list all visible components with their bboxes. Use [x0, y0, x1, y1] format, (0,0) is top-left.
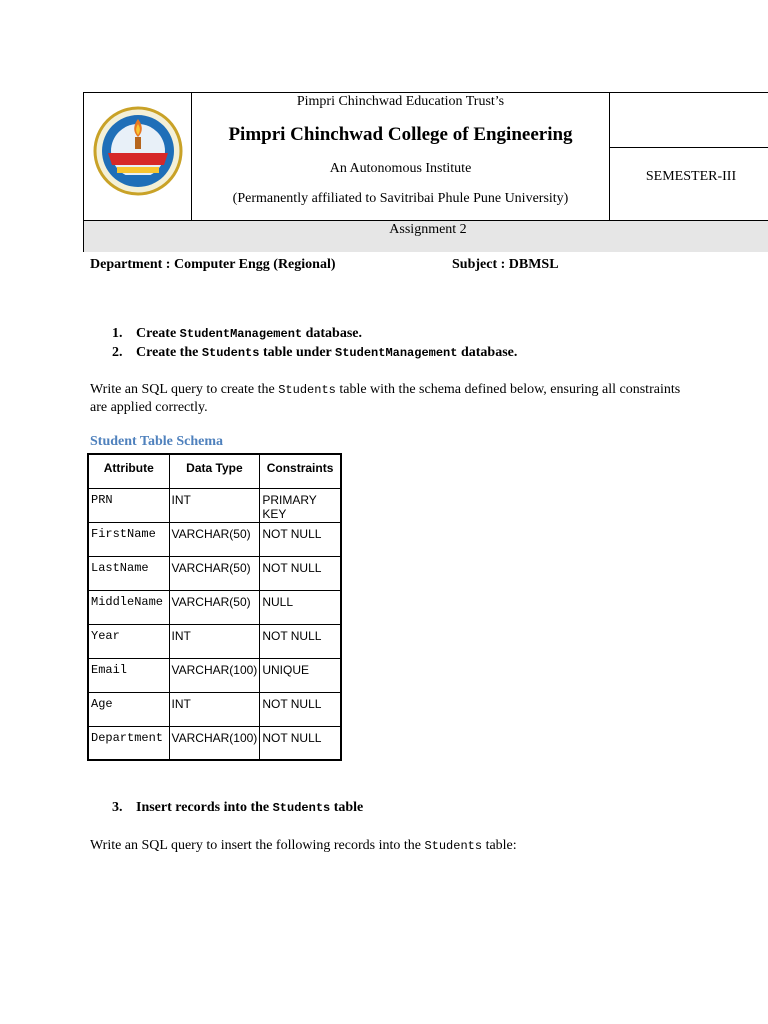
task-text: database. — [457, 345, 518, 360]
datatype-cell: VARCHAR(100) — [169, 726, 260, 760]
attribute-cell: Email — [88, 658, 169, 692]
task-text: database. — [302, 326, 362, 341]
task-item-1 — [112, 326, 517, 345]
create-table-instruction — [90, 381, 690, 416]
schema-heading: Student Table Schema — [90, 434, 224, 449]
constraint-cell: NULL — [260, 590, 341, 624]
college-name: Pimpri Chinchwad College of Engineering — [228, 124, 573, 145]
attribute-cell: MiddleName — [88, 590, 169, 624]
datatype-cell: VARCHAR(50) — [169, 522, 260, 556]
attribute-cell: Year — [88, 624, 169, 658]
task-text: table — [330, 800, 364, 815]
constraint-cell: NOT NULL — [260, 624, 341, 658]
header-table — [83, 92, 768, 252]
task-text: Insert records into the — [136, 800, 273, 815]
task-text: Create — [136, 326, 180, 341]
department-label: Department : Computer Engg (Regional) — [90, 257, 336, 272]
constraint-cell: NOT NULL — [260, 522, 341, 556]
attribute-cell: FirstName — [88, 522, 169, 556]
instruction-text: table: — [482, 838, 517, 853]
semester-top-blank — [610, 93, 768, 148]
table-row — [88, 590, 341, 624]
constraint-cell: NOT NULL — [260, 692, 341, 726]
constraint-cell: NOT NULL — [260, 726, 341, 760]
trust-name: Pimpri Chinchwad Education Trust’s — [296, 94, 505, 109]
datatype-cell: VARCHAR(50) — [169, 556, 260, 590]
assignment-band: Assignment 2 — [84, 220, 768, 252]
task-number: 1. — [112, 326, 123, 341]
datatype-cell: VARCHAR(100) — [169, 658, 260, 692]
table-row — [88, 692, 341, 726]
instruction-text: Write an SQL query to create the — [90, 382, 279, 397]
attribute-cell: Department — [88, 726, 169, 760]
task-number: 2. — [112, 345, 123, 360]
datatype-cell: INT — [169, 624, 260, 658]
instruction-code: Students — [424, 839, 483, 853]
subject-label: Subject : DBMSL — [452, 257, 559, 272]
instruction-code: Students — [278, 383, 336, 397]
schema-header-row — [88, 454, 341, 488]
instruction-text: table with the schema defined below, ensuring all constraints are applied correctly. — [90, 382, 681, 415]
college-logo-icon — [84, 93, 192, 220]
attribute-cell: LastName — [88, 556, 169, 590]
task-code: Students — [272, 801, 331, 815]
attribute-cell: Age — [88, 692, 169, 726]
datatype-cell: INT — [169, 692, 260, 726]
column-header: Data Type — [169, 454, 260, 488]
title-cell — [192, 93, 610, 220]
semester-cell — [610, 93, 768, 220]
datatype-cell: VARCHAR(50) — [169, 590, 260, 624]
logo-cell — [84, 93, 192, 220]
insert-records-instruction — [90, 837, 690, 855]
task-text: Create the — [136, 345, 202, 360]
datatype-cell: INT — [169, 488, 260, 522]
task-number: 3. — [112, 800, 123, 815]
task-code: StudentManagement — [335, 346, 458, 360]
attribute-cell: PRN — [88, 488, 169, 522]
table-row — [88, 488, 341, 522]
table-row — [88, 522, 341, 556]
affiliation-label: (Permanently affiliated to Savitribai Phule Pune University) — [232, 191, 569, 206]
constraint-cell: UNIQUE — [260, 658, 341, 692]
table-row — [88, 726, 341, 760]
table-row — [88, 624, 341, 658]
task-item-3 — [112, 800, 363, 816]
autonomous-label: An Autonomous Institute — [329, 161, 472, 176]
schema-table — [87, 453, 342, 761]
constraint-cell: NOT NULL — [260, 556, 341, 590]
task-list — [112, 326, 517, 364]
table-row — [88, 556, 341, 590]
table-row — [88, 658, 341, 692]
task-item-2 — [112, 345, 517, 364]
column-header: Attribute — [88, 454, 169, 488]
task-code: StudentManagement — [179, 327, 303, 341]
task-text: table under — [259, 345, 336, 360]
column-header: Constraints — [260, 454, 341, 488]
task-code: Students — [201, 346, 260, 360]
instruction-text: Write an SQL query to insert the following records into the — [90, 838, 425, 853]
constraint-cell: PRIMARY KEY — [260, 488, 341, 522]
semester-label: SEMESTER-III — [645, 169, 737, 184]
